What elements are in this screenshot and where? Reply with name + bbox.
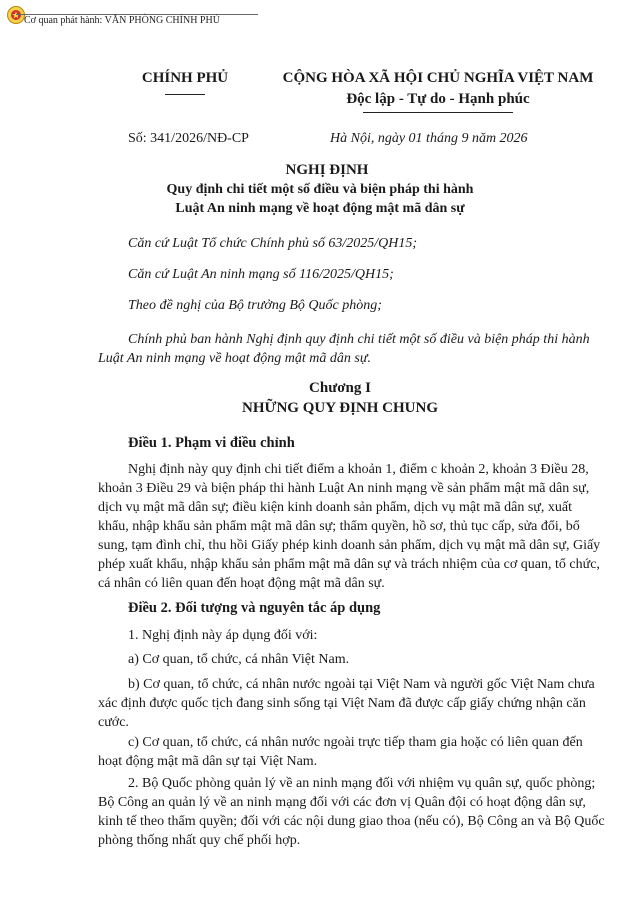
article-2-clause-2: 2. Bộ Quốc phòng quản lý về an ninh mạng đối với nhiệm vụ quân sự, quốc phòng; Bộ Công an quản lý về an ninh mạng đối với các đơn vị Quân đội có hoạt động dân sự, kinh tế theo thẩm quyền; đối với các nội dung giao thoa (nếu có), Bộ Công an và Bộ Quốc phòng thống nhất quy chế phối hợp.	[98, 776, 605, 848]
article-2-title: Điều 2. Đối tượng và nguyên tắc áp dụng	[128, 600, 381, 616]
issuer-stamp	[6, 5, 258, 43]
chapter-label: Chương I	[309, 380, 371, 396]
issuer-name: CHÍNH PHỦ	[141, 70, 229, 86]
article-1-title: Điều 1. Phạm vi điều chỉnh	[128, 435, 295, 451]
decree-heading	[0, 162, 640, 217]
document-number: Số: 341/2026/NĐ-CP	[128, 131, 249, 146]
legal-basis-1: Căn cứ Luật Tổ chức Chính phủ số 63/2025/QH15;	[128, 236, 418, 251]
national-heading	[268, 70, 608, 113]
legal-basis-2: Căn cứ Luật An ninh mạng số 116/2025/QH15;	[128, 267, 394, 282]
issuer-block	[130, 70, 240, 95]
decree-subject-line-1: Quy định chi tiết một số điều và biện pháp thi hành	[166, 182, 474, 197]
article-2-point-b: b) Cơ quan, tổ chức, cá nhân nước ngoài tại Việt Nam và người gốc Việt Nam chưa xác định được quốc tịch đang sinh sống tại Việt Nam đã được cấp giấy chứng nhận căn cước.	[98, 677, 595, 730]
decree-subject-line-2: Luật An ninh mạng về hoạt động mật mã dân sự	[175, 201, 465, 216]
motto-underline	[363, 112, 513, 113]
national-motto: Độc lập - Tự do - Hạnh phúc	[346, 91, 530, 107]
article-2-point-a: a) Cơ quan, tổ chức, cá nhân Việt Nam.	[128, 652, 350, 667]
place-date: Hà Nội, ngày 01 tháng 9 năm 2026	[330, 131, 528, 146]
nation-name: CỘNG HÒA XÃ HỘI CHỦ NGHĨA VIỆT NAM	[282, 70, 594, 86]
stamp-text: Cơ quan phát hành: VĂN PHÒNG CHÍNH PHỦ	[24, 15, 220, 26]
document-type: NGHỊ ĐỊNH	[285, 162, 369, 178]
issuer-underline	[165, 94, 205, 95]
national-emblem-icon	[6, 5, 26, 25]
article-2-clause-1: 1. Nghị định này áp dụng đối với:	[128, 628, 318, 643]
article-1-paragraph: Nghị định này quy định chi tiết điểm a khoản 1, điểm c khoản 2, khoản 3 Điều 28, khoản 3 Điều 29 và biện pháp thi hành Luật An ninh mạng về sản phẩm mật mã dân sự, dịch vụ mật mã dân sự; điều kiện kinh doanh sản phẩm, dịch vụ mật mã dân sự, xuất khẩu, nhập khẩu sản phẩm mật mã dân sự; thẩm quyền, hồ sơ, thủ tục cấp, sửa đổi, bổ sung, tạm đình chỉ, thu hồi Giấy phép kinh doanh sản phẩm, dịch vụ mật mã dân sự, Giấy phép xuất khẩu, nhập khẩu sản phẩm mật mã dân sự và trách nhiệm của cơ quan, tổ chức, cá nhân có liên quan đến hoạt động mật mã dân sự.	[98, 462, 601, 591]
legal-basis-3: Theo đề nghị của Bộ trưởng Bộ Quốc phòng;	[128, 298, 382, 313]
article-2-point-c: c) Cơ quan, tổ chức, cá nhân nước ngoài trực tiếp tham gia hoặc có liên quan đến hoạt động mật mã dân sự tại Việt Nam.	[98, 735, 583, 769]
chapter-title: NHỮNG QUY ĐỊNH CHUNG	[242, 400, 438, 416]
promulgation-clause: Chính phủ ban hành Nghị định quy định chi tiết một số điều và biện pháp thi hành Luật An ninh mạng về hoạt động mật mã dân sự.	[98, 332, 590, 366]
